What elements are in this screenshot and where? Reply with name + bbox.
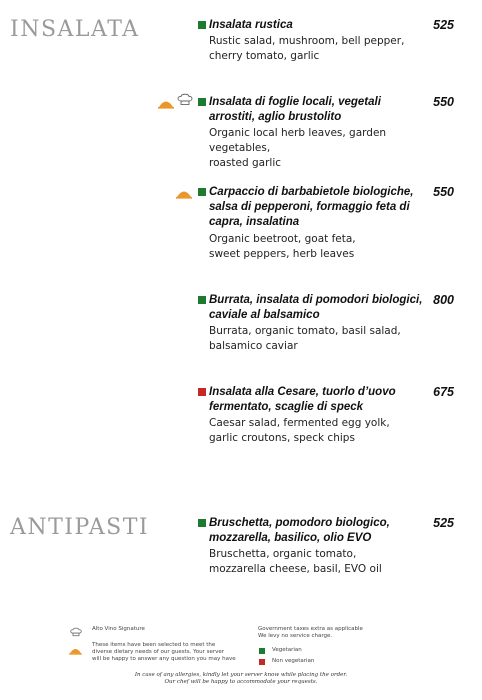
item-price: 525 [433,18,454,32]
legend-taxes-note: Government taxes extra as applicable We levy no service charge. [258,626,363,639]
chef-hat-icon [177,93,193,111]
cloche-icon [176,186,192,204]
item-title: Insalata alla Cesare, tuorlo d’uovo fermentato, scaglie di speck [209,386,396,413]
allergy-footer-note: In case of any allergies, kindly let your server know while placing the order. Our chef will be happy to accommodate your requests. [134,672,348,685]
item-price: 550 [433,95,454,109]
item-description: Organic local herb leaves, garden vegetables, roasted garlic [209,127,387,169]
legend-non-vegetarian-label: Non vegetarian [272,658,315,664]
vegetarian-marker [198,21,206,29]
item-price: 675 [433,385,454,399]
vegetarian-marker [198,98,206,106]
item-price: 800 [433,293,454,307]
non-vegetarian-legend-marker [259,659,265,665]
vegetarian-legend-marker [259,648,265,654]
item-description: Rustic salad, mushroom, bell pepper, cherry tomato, garlic [209,35,405,62]
cloche-icon [69,642,82,660]
vegetarian-marker [198,519,206,527]
item-title: Burrata, insalata di pomodori biologici, caviale al balsamico [209,294,423,321]
cloche-icon [158,96,174,114]
item-price: 525 [433,516,454,530]
item-description: Burrata, organic tomato, basil salad, balsamico caviar [209,325,401,352]
item-description: Organic beetroot, goat feta, sweet peppers, herb leaves [209,233,356,260]
item-description: Bruschetta, organic tomato, mozzarella cheese, basil, EVO oil [209,548,382,575]
item-description: Caesar salad, fermented egg yolk, garlic croutons, speck chips [209,417,390,444]
vegetarian-marker [198,188,206,196]
non-vegetarian-marker [198,388,206,396]
vegetarian-marker [198,296,206,304]
item-title: Bruschetta, pomodoro biologico, mozzarella, basilico, olio EVO [209,517,390,544]
item-title: Insalata rustica [209,19,293,31]
legend-vegetarian-label: Vegetarian [272,647,302,653]
item-title: Insalata di foglie locali, vegetali arrostiti, aglio brustolito [209,96,381,123]
chef-hat-icon [70,624,82,642]
legend-dietary-note: These items have been selected to meet the diverse dietary needs of our guests. Your server will be happy to answer any question you may have [92,642,236,662]
section-title-antipasti: ANTIPASTI [10,515,150,540]
legend-signature-label: Alto Vino Signature [92,626,145,632]
item-price: 550 [433,185,454,199]
item-title: Carpaccio di barbabietole biologiche, salsa di pepperoni, formaggio feta di capra, insalatina [209,186,414,228]
section-title-insalata: INSALATA [10,17,140,42]
